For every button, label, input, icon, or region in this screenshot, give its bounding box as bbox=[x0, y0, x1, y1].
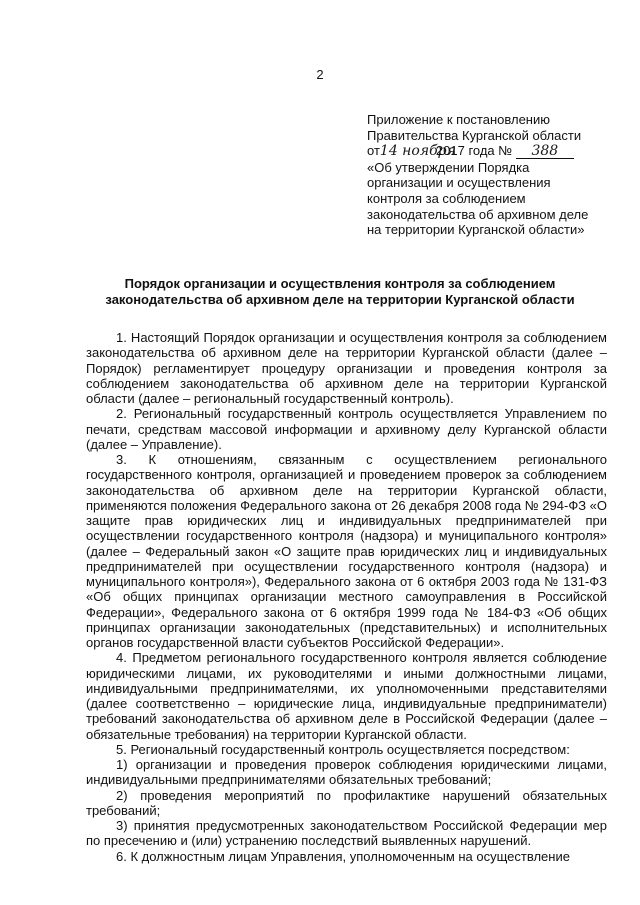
paragraph: 4. Предметом регионального государственного контроля является соблюдение юридическими лицами, их руководителями и иными должностными лицами, индивидуальными предпринимателями, их уполномоченными представителями (далее соответственно – юридические лица, индивидуальные предприниматели) требований законодательства об архивном деле в Российской Федерации (далее – обязательные требования) на территории Курганской области. bbox=[86, 650, 607, 742]
page-number: 2 bbox=[316, 67, 324, 82]
document-title bbox=[60, 276, 620, 308]
handwritten-number: 388 bbox=[516, 145, 574, 159]
paragraph: 1) организации и проведения проверок соблюдения юридическими лицами, индивидуальными предпринимателями обязательных требований; bbox=[86, 757, 607, 788]
appendix-line: законодательства об архивном деле bbox=[367, 206, 589, 222]
paragraph: 5. Региональный государственный контроль осуществляется посредством: bbox=[116, 741, 570, 757]
paragraph: 6. К должностным лицам Управления, уполномоченным на осуществление bbox=[116, 848, 570, 864]
document-body bbox=[86, 330, 607, 864]
date-prefix: от bbox=[367, 143, 380, 159]
paragraph: 2. Региональный государственный контроль осуществляется Управлением по печати, средствам массовой информации и архивному делу Курганской области (далее – Управление). bbox=[86, 406, 607, 452]
paragraph: 3. К отношениям, связанным с осуществлением регионального государственного контроля, организацией и проведением проверок за соблюдением законодательства об архивном деле на территории Курганской области, применяются положения Федерального закона от 26 декабря 2008 года № 294-ФЗ «О защите прав юридических лиц и индивидуальных предпринимателей при осуществлении государственного контроля (надзора) и муниципального контроля» (далее – Федеральный закон «О защите прав юридических лиц и индивидуальных предпринимателей при осуществлении государственного контроля (надзора) и муниципального контроля»), Федерального закона от 6 октября 2003 года № 131-ФЗ «Об общих принципах организации местного самоуправления в Российской Федерации», Федерального закона от 6 октября 1999 года № 184-ФЗ «Об общих принципах организации законодательных (представительных) и исполнительных органов государственной власти субъектов Российской Федерации». bbox=[86, 452, 608, 650]
appendix-line: Приложение к постановлению bbox=[367, 112, 550, 127]
appendix-block bbox=[367, 112, 607, 238]
appendix-date-line bbox=[367, 143, 607, 160]
appendix-line: Правительства Курганской области bbox=[367, 127, 582, 143]
title-line: Порядок организации и осуществления контроля за соблюдением bbox=[124, 276, 556, 291]
year-text: 2017 года № bbox=[435, 143, 513, 159]
appendix-line: контроля за соблюдением bbox=[367, 190, 526, 206]
title-line: законодательства об архивном деле на территории Курганской области bbox=[105, 292, 575, 307]
appendix-line: на территории Курганской области» bbox=[367, 222, 585, 238]
appendix-line: «Об утверждении Порядка bbox=[367, 159, 530, 175]
paragraph: 3) принятия предусмотренных законодательством Российской Федерации мер по пресечению и (или) устранению последствий выявленных нарушений. bbox=[86, 818, 607, 849]
handwritten-date: 14 ноября bbox=[379, 143, 456, 160]
paragraph: 2) проведения мероприятий по профилактике нарушений обязательных требований; bbox=[86, 787, 607, 818]
paragraph: 1. Настоящий Порядок организации и осуществления контроля за соблюдением законодательства об архивном деле на территории Курганской области (далее – Порядок) регламентирует процедуру организации и проведения контроля за соблюдением законодательства об архивном деле на территории Курганской области (далее – региональный государственный контроль). bbox=[86, 330, 607, 406]
appendix-line: организации и осуществления bbox=[367, 175, 551, 191]
